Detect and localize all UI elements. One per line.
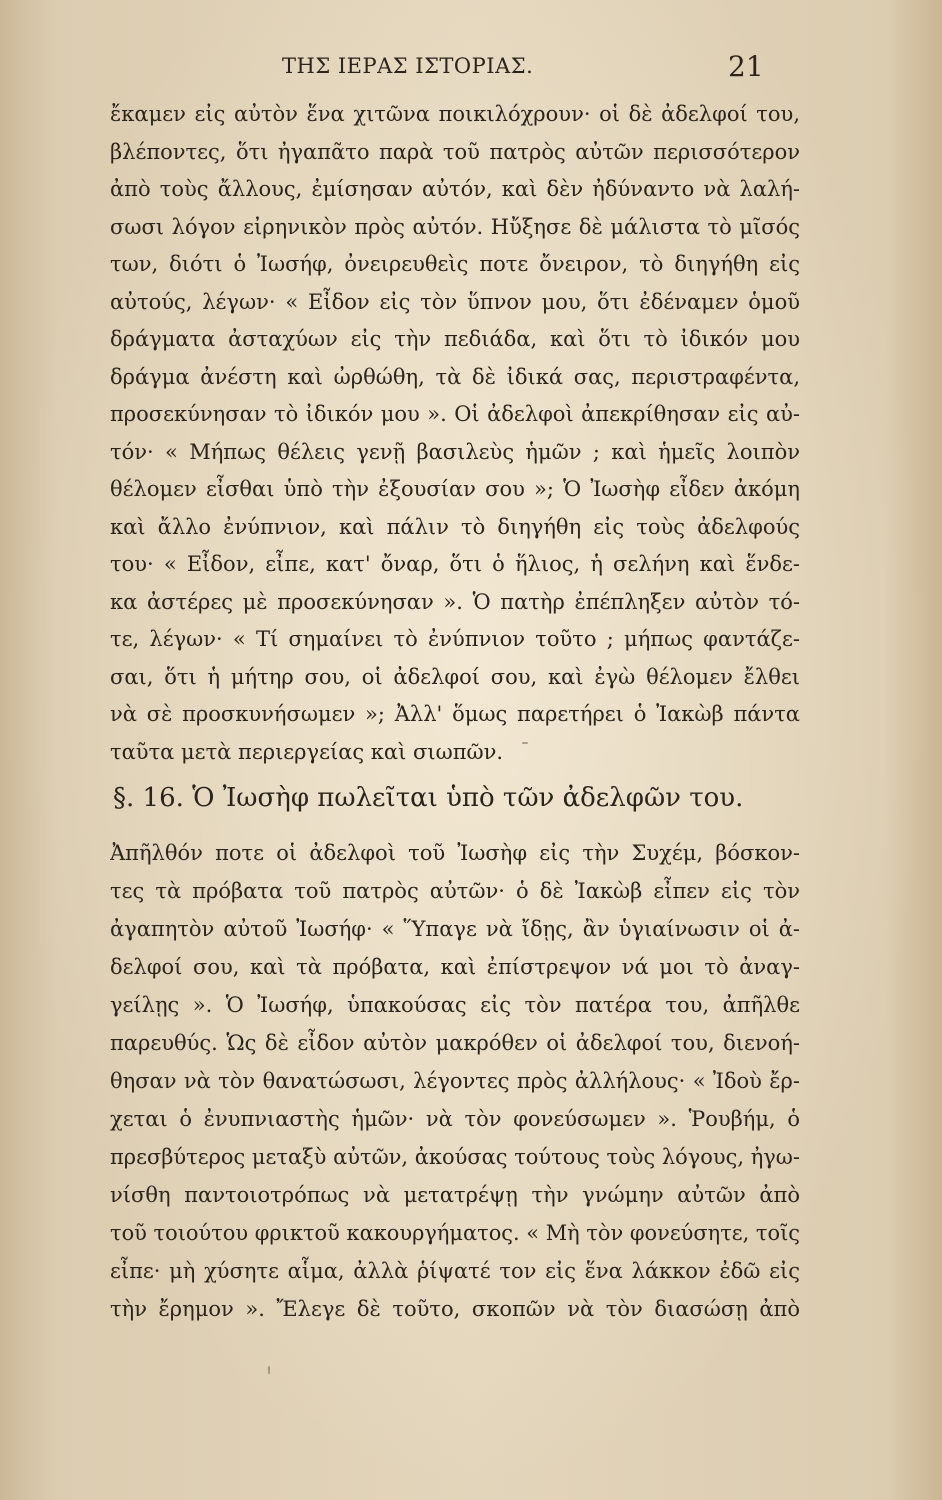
text-line: Ἀπῆλθόν ποτε οἱ ἀδελφοὶ τοῦ Ἰωσὴφ εἰς τὴν Συχέμ, βόσκον- <box>110 841 800 865</box>
text-line: θησαν νὰ τὸν θανατώσωσι, λέγοντες πρὸς ἀλλήλους· « Ἰδοὺ ἔρ- <box>110 1069 800 1093</box>
text-line: τες τὰ πρόβατα τοῦ πατρὸς αὐτῶν· ὁ δὲ Ἰακὼβ εἶπεν εἰς τὸν <box>110 879 800 903</box>
text-line: χεται ὁ ἐνυπνιαστὴς ἡμῶν· νὰ τὸν φονεύσωμεν ». Ῥουβήμ, ὁ <box>110 1107 800 1131</box>
text-line: ἔκαμεν εἰς αὐτὸν ἕνα χιτῶνα ποικιλόχρουν· οἱ δὲ ἀδελφοί του, <box>110 102 800 126</box>
text-line: παρευθύς. Ὡς δὲ εἶδον αὐτὸν μακρόθεν οἱ ἀδελφοί του, διενοή- <box>110 1031 800 1055</box>
text-line: πρεσβύτερος μεταξὺ αὐτῶν, ἀκούσας τούτους τοὺς λόγους, ἠγω- <box>110 1145 800 1169</box>
text-line: τόν· « Μήπως θέλεις γενῇ βασιλεὺς ἡμῶν ; καὶ ἡμεῖς λοιπὸν <box>110 439 800 464</box>
running-title: ΤΗΣ ΙΕΡΑΣ ΙΣΤΟΡΙΑΣ. <box>282 54 534 78</box>
running-head <box>0 50 942 90</box>
text-line: των, διότι ὁ Ἰωσήφ, ὀνειρευθεὶς ποτε ὄνειρον, τὸ διηγήθη εἰς <box>110 252 800 276</box>
text-line: ἀπὸ τοὺς ἄλλους, ἐμίσησαν αὐτόν, καὶ δὲν ἠδύναντο νὰ λαλή- <box>110 177 800 201</box>
paragraph-1 <box>110 96 800 771</box>
text-line: αὐτούς, λέγων· « Εἶδον εἰς τὸν ὕπνον μου, ὅτι ἐδέναμεν ὁμοῦ <box>110 289 800 314</box>
text-line: σαι, ὅτι ἡ μήτηρ σου, οἱ ἀδελφοί σου, καὶ ἐγὼ θέλομεν ἔλθει <box>110 664 800 689</box>
text-line: ταῦτα μετὰ περιεργείας καὶ σιωπῶν. <box>110 739 504 764</box>
paper-speck <box>522 742 528 744</box>
text-line: νὰ σὲ προσκυνήσωμεν »; Ἀλλ' ὅμως παρετήρει ὁ Ἰακὼβ πάντα <box>110 702 800 726</box>
text-line: δράγματα ἀσταχύων εἰς τὴν πεδιάδα, καὶ ὅτι τὸ ἰδικόν μου <box>110 327 800 351</box>
text-line: νίσθη παντοιοτρόπως νὰ μετατρέψῃ τὴν γνώμην αὐτῶν ἀπὸ <box>110 1183 800 1207</box>
text-line: δελφοί σου, καὶ τὰ πρόβατα, καὶ ἐπίστρεψον νά μοι τὸ ἀναγ- <box>110 955 800 979</box>
text-line: προσεκύνησαν τὸ ἰδικόν μου ». Οἱ ἀδελφοὶ ἀπεκρίθησαν εἰς αὐ- <box>110 402 800 426</box>
text-line: τὴν ἔρημον ». Ἔλεγε δὲ τοῦτο, σκοπῶν νὰ τὸν διασώσῃ ἀπὸ <box>110 1297 800 1321</box>
text-line: σωσι λόγον εἰρηνικὸν πρὸς αὐτόν. Ηὔξησε δὲ μάλιστα τὸ μῖσός <box>110 214 800 239</box>
paper-speck <box>268 1366 270 1374</box>
text-line: τε, λέγων· « Τί σημαίνει τὸ ἐνύπνιον τοῦτο ; μήπως φαντάζε- <box>110 627 800 651</box>
text-line: γείλῃς ». Ὁ Ἰωσήφ, ὑπακούσας εἰς τὸν πατέρα του, ἀπῆλθε <box>110 993 800 1017</box>
text-line: ἀγαπητὸν αὐτοῦ Ἰωσήφ· « Ὕπαγε νὰ ἴδῃς, ἂν ὑγιαίνωσιν οἱ ἀ- <box>110 917 800 941</box>
text-line: καὶ ἄλλο ἐνύπνιον, καὶ πάλιν τὸ διηγήθη εἰς τοὺς ἀδελφούς <box>110 514 800 539</box>
text-line: τοῦ τοιούτου φρικτοῦ κακουργήματος. « Μὴ τὸν φονεύσητε, τοῖς <box>110 1221 800 1245</box>
text-line: δράγμα ἀνέστη καὶ ὠρθώθη, τὰ δὲ ἰδικά σας, περιστραφέντα, <box>110 364 800 389</box>
page-number: 21 <box>728 50 764 83</box>
text-line: κα ἀστέρες μὲ προσεκύνησαν ». Ὁ πατὴρ ἐπέπληξεν αὐτὸν τό- <box>110 589 800 614</box>
paragraph-2 <box>110 834 800 1328</box>
section-heading: §. 16. Ὁ Ἰωσὴφ πωλεῖται ὑπὸ τῶν ἀδελφῶν του. <box>113 783 744 813</box>
text-line: εἶπε· μὴ χύσητε αἷμα, ἀλλὰ ῥίψατέ τον εἰς ἕνα λάκκον ἐδῶ εἰς <box>110 1259 800 1283</box>
text-line: του· « Εἶδον, εἶπε, κατ' ὄναρ, ὅτι ὁ ἥλιος, ἡ σελήνη καὶ ἕνδε- <box>110 552 800 576</box>
text-line: θέλομεν εἶσθαι ὑπὸ τὴν ἐξουσίαν σου »; Ὁ Ἰωσὴφ εἶδεν ἀκόμη <box>110 477 800 501</box>
text-line: βλέποντες, ὅτι ἠγαπᾶτο παρὰ τοῦ πατρὸς αὐτῶν περισσότερον <box>110 139 800 164</box>
